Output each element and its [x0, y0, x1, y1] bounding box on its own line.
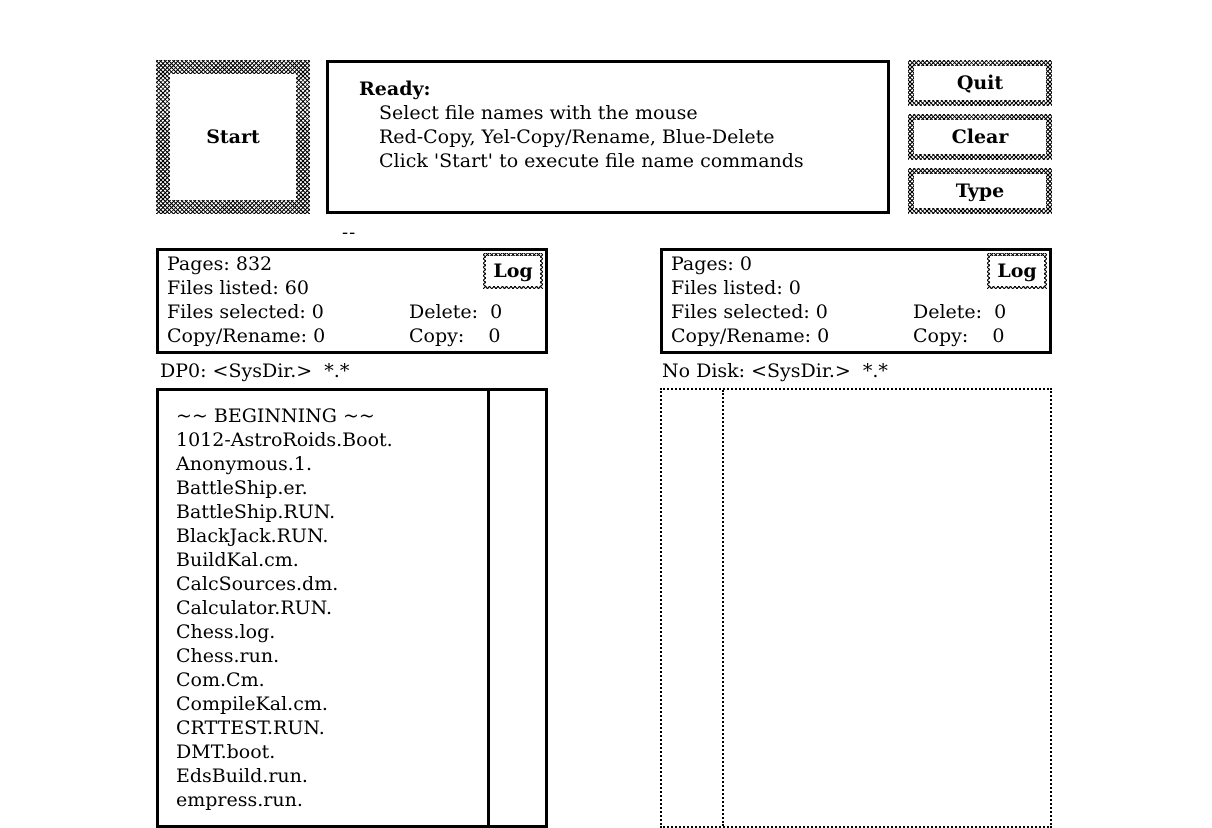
status-message-box — [326, 60, 890, 214]
file-list-item[interactable]: EdsBuild.run. — [176, 765, 308, 787]
file-list-item[interactable]: empress.run. — [176, 789, 303, 811]
status-line-1: Select file names with the mouse — [379, 102, 698, 124]
file-list-item[interactable]: DMT.boot. — [176, 741, 276, 763]
right-pages: Pages: 0 — [671, 253, 752, 275]
file-list-item[interactable]: BlackJack.RUN. — [176, 525, 329, 547]
left-files-selected: Files selected: 0 — [167, 301, 324, 323]
right-files-selected: Files selected: 0 — [671, 301, 828, 323]
right-directory-label: No Disk: <SysDir.> *.* — [662, 360, 888, 382]
left-delete-count: Delete: 0 — [409, 301, 503, 323]
left-pages: Pages: 832 — [167, 253, 273, 275]
start-button-label: Start — [170, 74, 296, 200]
file-list-item[interactable]: Com.Cm. — [176, 669, 265, 691]
left-copy-count: Copy: 0 — [409, 325, 501, 347]
list-beginning-marker: ~~ BEGINNING ~~ — [176, 405, 375, 427]
status-title: Ready: — [359, 78, 431, 100]
file-list-item[interactable]: CRTTEST.RUN. — [176, 717, 325, 739]
file-list-item[interactable]: Anonymous.1. — [176, 453, 312, 475]
file-list-item[interactable]: CompileKal.cm. — [176, 693, 328, 715]
right-log-button[interactable] — [987, 253, 1047, 289]
clear-button-label: Clear — [914, 120, 1046, 154]
left-stats-panel — [156, 248, 548, 354]
file-list-item[interactable]: BattleShip.RUN. — [176, 501, 336, 523]
left-list-divider — [487, 391, 490, 825]
quit-button[interactable] — [908, 60, 1052, 106]
right-stats-panel — [660, 248, 1052, 354]
left-files-listed: Files listed: 60 — [167, 277, 309, 299]
status-line-3: Click 'Start' to execute file name commands — [379, 150, 804, 172]
left-directory-label: DP0: <SysDir.> *.* — [160, 360, 350, 382]
right-files-listed: Files listed: 0 — [671, 277, 801, 299]
left-file-list[interactable] — [156, 388, 548, 828]
right-file-list[interactable] — [660, 388, 1052, 828]
right-log-label: Log — [990, 256, 1044, 286]
quit-button-label: Quit — [914, 66, 1046, 100]
right-delete-count: Delete: 0 — [913, 301, 1007, 323]
right-copy-count: Copy: 0 — [913, 325, 1005, 347]
left-log-button[interactable] — [483, 253, 543, 289]
left-log-label: Log — [486, 256, 540, 286]
left-copy-rename-count: Copy/Rename: 0 — [167, 325, 326, 347]
right-list-divider — [722, 390, 724, 826]
type-button[interactable] — [908, 168, 1052, 214]
file-list-item[interactable]: BuildKal.cm. — [176, 549, 299, 571]
separator-text: -- — [342, 222, 357, 243]
file-list-item[interactable]: Chess.run. — [176, 645, 280, 667]
file-list-item[interactable]: CalcSources.dm. — [176, 573, 339, 595]
type-button-label: Type — [914, 174, 1046, 208]
clear-button[interactable] — [908, 114, 1052, 160]
file-list-item[interactable]: Calculator.RUN. — [176, 597, 333, 619]
right-copy-rename-count: Copy/Rename: 0 — [671, 325, 830, 347]
status-line-2: Red-Copy, Yel-Copy/Rename, Blue-Delete — [379, 126, 775, 148]
file-list-item[interactable]: BattleShip.er. — [176, 477, 308, 499]
file-list-item[interactable]: 1012-AstroRoids.Boot. — [176, 429, 393, 451]
file-list-item[interactable]: Chess.log. — [176, 621, 276, 643]
start-button[interactable] — [156, 60, 310, 214]
